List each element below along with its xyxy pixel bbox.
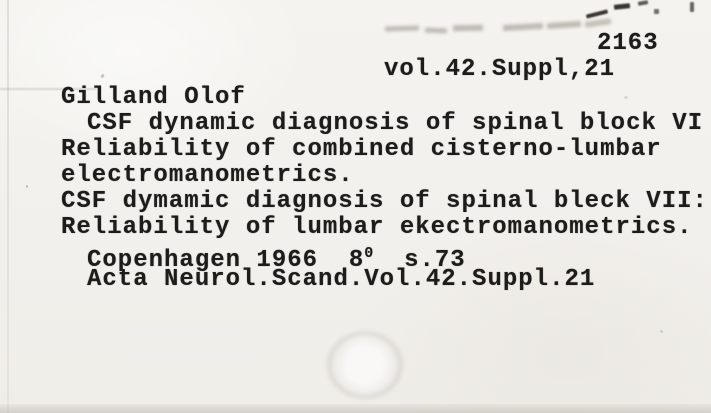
ink-mark [654, 9, 659, 14]
volume-reference: vol.42.Suppl,21 [384, 56, 616, 83]
ink-mark [690, 2, 694, 12]
stamp-mark [547, 21, 581, 29]
paper-speck [624, 96, 628, 99]
imprint-format-superscript: 0 [364, 245, 374, 262]
paper-speck [26, 185, 28, 188]
title-vi-line2: Reliability of combined cisterno-lumbar [61, 136, 662, 163]
ink-mark [638, 0, 649, 6]
stamp-mark [503, 23, 543, 31]
ink-smudge-corner [580, 0, 710, 24]
circular-smudge [328, 332, 402, 398]
ink-mark [614, 3, 630, 10]
series-statement: Acta Neurol.Scand.Vol.42.Suppl.21 [87, 266, 596, 293]
author-name: Gilland Olof [61, 84, 246, 111]
imprint-place-year: Copenhagen 1966 8 [87, 247, 365, 274]
paper-speck [660, 330, 663, 333]
title-vi-line1: CSF dynamic diagnosis of spinal block VI [87, 110, 704, 137]
card-left-edge [7, 0, 9, 413]
title-vii-line1: CSF dymamic diagnosis of spinal bleck VII: [61, 188, 708, 215]
card-bottom-edge [0, 404, 711, 413]
stamp-mark [453, 25, 483, 32]
imprint-pages: s.73 [373, 247, 466, 274]
reference-number: 2163 [597, 30, 659, 57]
stamp-mark [385, 25, 419, 31]
title-vi-line3: electromanometrics. [61, 162, 354, 189]
title-vii-line2: Reliability of lumbar ekectromanometrics. [61, 214, 693, 241]
paper-speck [100, 74, 105, 79]
ink-mark [586, 9, 608, 18]
stamp-mark [425, 28, 447, 34]
